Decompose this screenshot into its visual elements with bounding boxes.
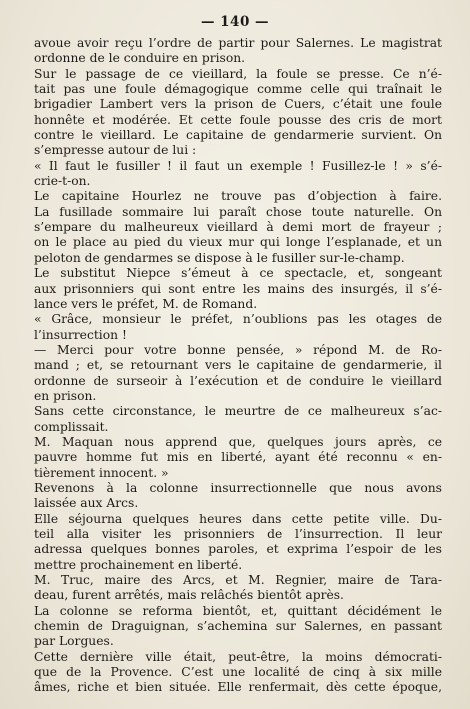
text-line: La fusillade sommaire lui paraît chose toute naturelle. On <box>34 204 442 219</box>
text-line: s’empare du malheureux vieillard à demi mort de frayeur ; <box>34 220 442 235</box>
text-line: mettre prochainement en liberté. <box>34 557 243 572</box>
text-line: — Merci pour votre bonne pensée, » répond M. de Ro- <box>34 342 442 357</box>
text-line: tièrement innocent. » <box>34 465 169 480</box>
text-line: s’empresse autour de lui : <box>34 143 197 158</box>
text-line: mand ; et, se retournant vers le capitaine de gendarmerie, il <box>34 358 442 373</box>
text-line: peloton de gendarmes se dispose à le fusiller sur-le-champ. <box>34 250 405 265</box>
text-line: on le place au pied du vieux mur qui longe l’esplanade, et un <box>34 235 442 250</box>
text-line: aux prisonniers qui sont entre les mains des insurgés, il s’é- <box>34 281 442 296</box>
text-line: deau, furent arrêtés, mais relâchés bientôt après. <box>34 588 344 603</box>
text-line: tait pas une foule démagogique comme celle qui traînait le <box>34 82 442 97</box>
text-line: Sur le passage de ce vieillard, la foule se presse. Ce n’é- <box>34 66 442 81</box>
page-number: — 140 — <box>200 14 270 30</box>
text-line: Sans cette circonstance, le meurtre de ce malheureux s’ac- <box>34 404 442 419</box>
text-line: Le substitut Niepce s’émeut à ce spectacle, et, songeant <box>34 266 442 281</box>
text-line: ordonne de le conduire en prison. <box>34 51 246 66</box>
text-line: Elle séjourna quelques heures dans cette petite ville. Du- <box>34 511 442 526</box>
text-line: crie-t-on. <box>34 174 91 189</box>
text-line: Revenons à la colonne insurrectionnelle que nous avons <box>34 480 442 495</box>
text-line: complissait. <box>34 419 109 434</box>
text-line: Le capitaine Hourlez ne trouve pas d’objection à faire. <box>34 189 442 204</box>
text-line: Cette dernière ville était, peut-être, la moins démocrati- <box>34 649 442 664</box>
text-line: honnête et modérée. Et cette foule pousse des cris de mort <box>34 112 442 127</box>
text-line: pauvre homme fut mis en liberté, ayant été reconnu « en- <box>34 450 442 465</box>
text-line: par Lorgues. <box>34 634 114 649</box>
text-line: en prison. <box>34 388 97 403</box>
text-line: que de la Provence. C’est une localité de cinq à six mille <box>34 665 442 680</box>
text-line: laissée aux Arcs. <box>34 496 139 511</box>
text-line: lance vers le préfet, M. de Romand. <box>34 296 258 311</box>
text-line: « Il faut le fusiller ! il faut un exemple ! Fusillez-le ! » s’é- <box>34 158 442 173</box>
text-line: brigadier Lambert vers la prison de Cuers, c’était une foule <box>34 97 442 112</box>
text-line: M. Truc, maire des Arcs, et M. Regnier, maire de Tara- <box>34 573 442 588</box>
text-line: adressa quelques bonnes paroles, et exprima l’espoir de les <box>34 542 442 557</box>
text-line: contre le vieillard. Le capitaine de gendarmerie survient. On <box>34 128 442 143</box>
text-line: M. Maquan nous apprend que, quelques jours après, ce <box>34 434 442 449</box>
text-line: avoue avoir reçu l’ordre de partir pour Salernes. Le magistrat <box>34 36 442 50</box>
body-text <box>34 36 442 696</box>
text-line: âmes, riche et bien située. Elle renfermait, dès cette époque, <box>34 680 442 695</box>
text-line: teil alla visiter les prisonniers de l’insurrection. Il leur <box>34 527 442 541</box>
text-line: l’insurrection ! <box>34 327 127 342</box>
text-line: « Grâce, monsieur le préfet, n’oublions pas les otages de <box>34 312 442 327</box>
text-line: La colonne se reforma bientôt, et, quittant décidément le <box>34 603 442 618</box>
text-line: ordonne de surseoir à l’exécution et de conduire le vieillard <box>34 373 442 388</box>
text-line: chemin de Draguignan, s’achemina sur Salernes, en passant <box>34 619 442 634</box>
